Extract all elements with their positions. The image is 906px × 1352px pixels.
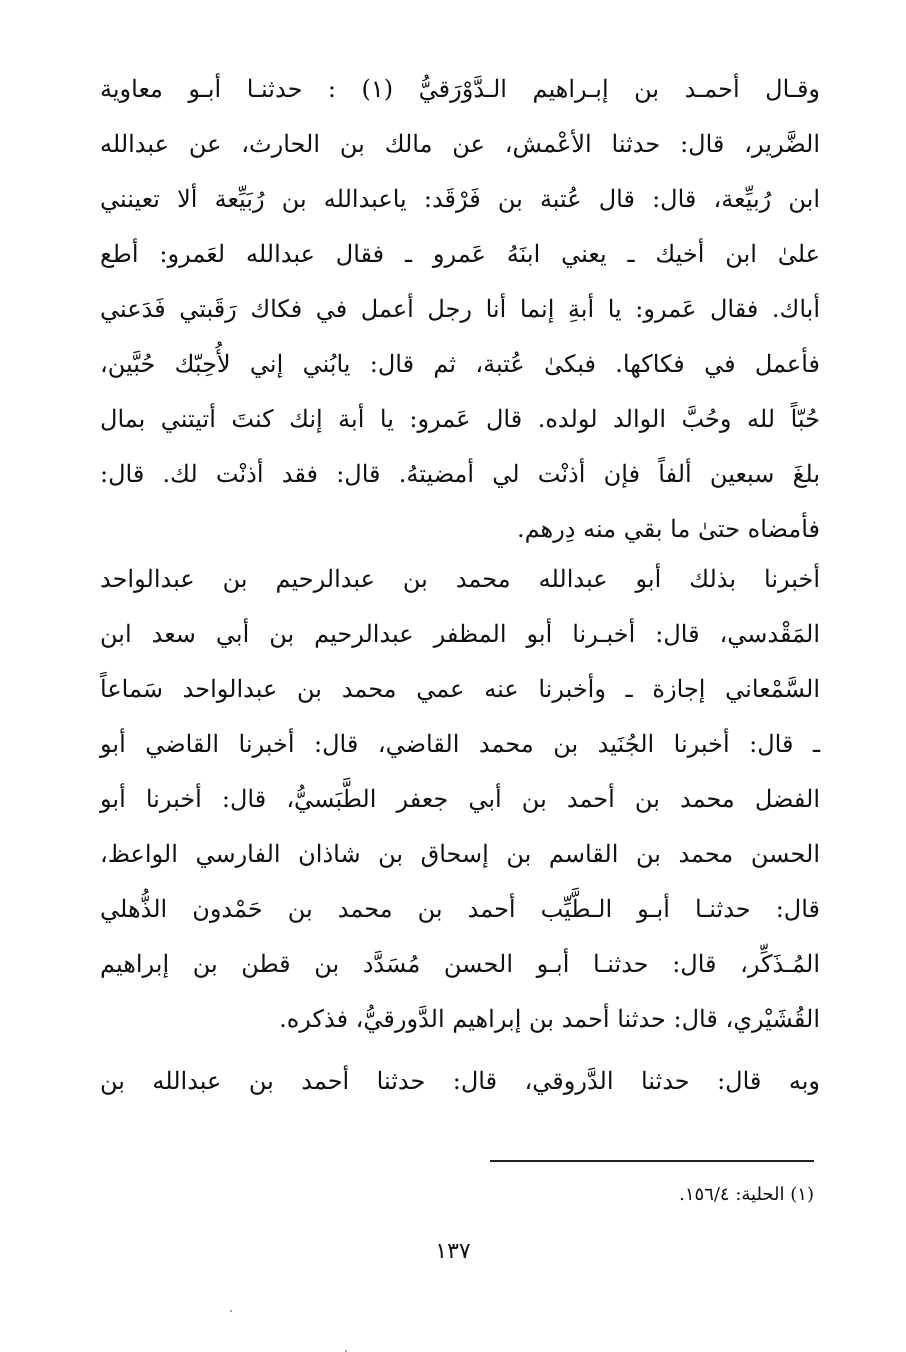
text-line: الضَّرير، قال: حدثنا الأعْمش، عن مالك بن الحارث، عن عبدالله bbox=[100, 130, 820, 158]
paragraph-3 bbox=[100, 1054, 820, 1109]
text-line: أباك. فقال عَمرو: يا أبةِ إنما أنا رجل أعمل في فكاك رَقَبتي فَدَعني bbox=[100, 295, 820, 323]
text-line: ـ قال: أخبرنا الجُنَيد بن محمد القاضي، قال: أخبرنا القاضي أبو bbox=[100, 730, 820, 758]
footnote: (١) الحلية: ١٥٦/٤. bbox=[679, 1184, 814, 1205]
page-number: ١٣٧ bbox=[435, 1239, 471, 1264]
paragraph-2 bbox=[100, 552, 820, 1047]
text-line: الفضل محمد بن أحمد بن أبي جعفر الطَّبَسيُّ، قال: أخبرنا أبو bbox=[100, 785, 820, 813]
text-line: أخبرنا بذلك أبو عبدالله محمد بن عبدالرحيم بن عبدالواحد bbox=[100, 565, 820, 593]
text-line: المَقْدسي، قال: أخبـرنا أبو المظفر عبدالرحيم بن أبي سعد ابن bbox=[100, 620, 820, 648]
scan-speck bbox=[230, 1310, 232, 1312]
text-line: القُشَيْري، قال: حدثنا أحمد بن إبراهيم الدَّورقيُّ، فذكره. bbox=[279, 1005, 820, 1033]
text-line: وبه قال: حدثنا الدَّروقي، قال: حدثنا أحمد بن عبدالله بن bbox=[100, 1067, 820, 1095]
text-line: علىٰ ابن أخيك ـ يعني ابنَهُ عَمرو ـ فقال عبدالله لعَمرو: أطع bbox=[100, 240, 820, 268]
text-line: بلغَ سبعين ألفاً فإن أذنْت لي أمضيتهُ. قال: فقد أذنْت لك. قال: bbox=[100, 460, 820, 488]
footnote-divider bbox=[490, 1160, 814, 1162]
text-line: المُـذَكِّر، قال: حدثنـا أبـو الحسن مُسَدَّد بن قطن بن إبراهيم bbox=[100, 950, 820, 978]
text-line: حُبّاً لله وحُبَّ الوالد لولده. قال عَمرو: يا أبة إنك كنتَ أتيتني بمال bbox=[100, 405, 820, 433]
text-line: الحسن محمد بن القاسم بن إسحاق بن شاذان الفارسي الواعظ، bbox=[100, 840, 820, 868]
text-line: فأمضاه حتىٰ ما بقي منه دِرهم. bbox=[516, 515, 820, 543]
paragraph-1 bbox=[100, 62, 820, 557]
text-line: قال: حدثنـا أبـو الـطَّيِّب أحمد بن محمد بن حَمْدون الذُّهلي bbox=[100, 895, 820, 923]
text-line: السَّمْعاني إجازة ـ وأخبرنا عنه عمي محمد بن عبدالواحد سَماعاً bbox=[100, 675, 820, 703]
text-line: وقـال أحمـد بن إبـراهيم الـدَّوْرَقيُّ (١) : حدثنـا أبـو معاوية bbox=[100, 75, 821, 103]
text-line: ابن رُبيِّعة، قال: قال عُتبة بن فَرْقَد: ياعبدالله بن رُبَيِّعة ألا تعينني bbox=[100, 185, 820, 213]
text-line: فأعمل في فكاكها. فبكىٰ عُتبة، ثم قال: يابُني إني لأُحِبّك حُبَّين، bbox=[100, 350, 820, 378]
